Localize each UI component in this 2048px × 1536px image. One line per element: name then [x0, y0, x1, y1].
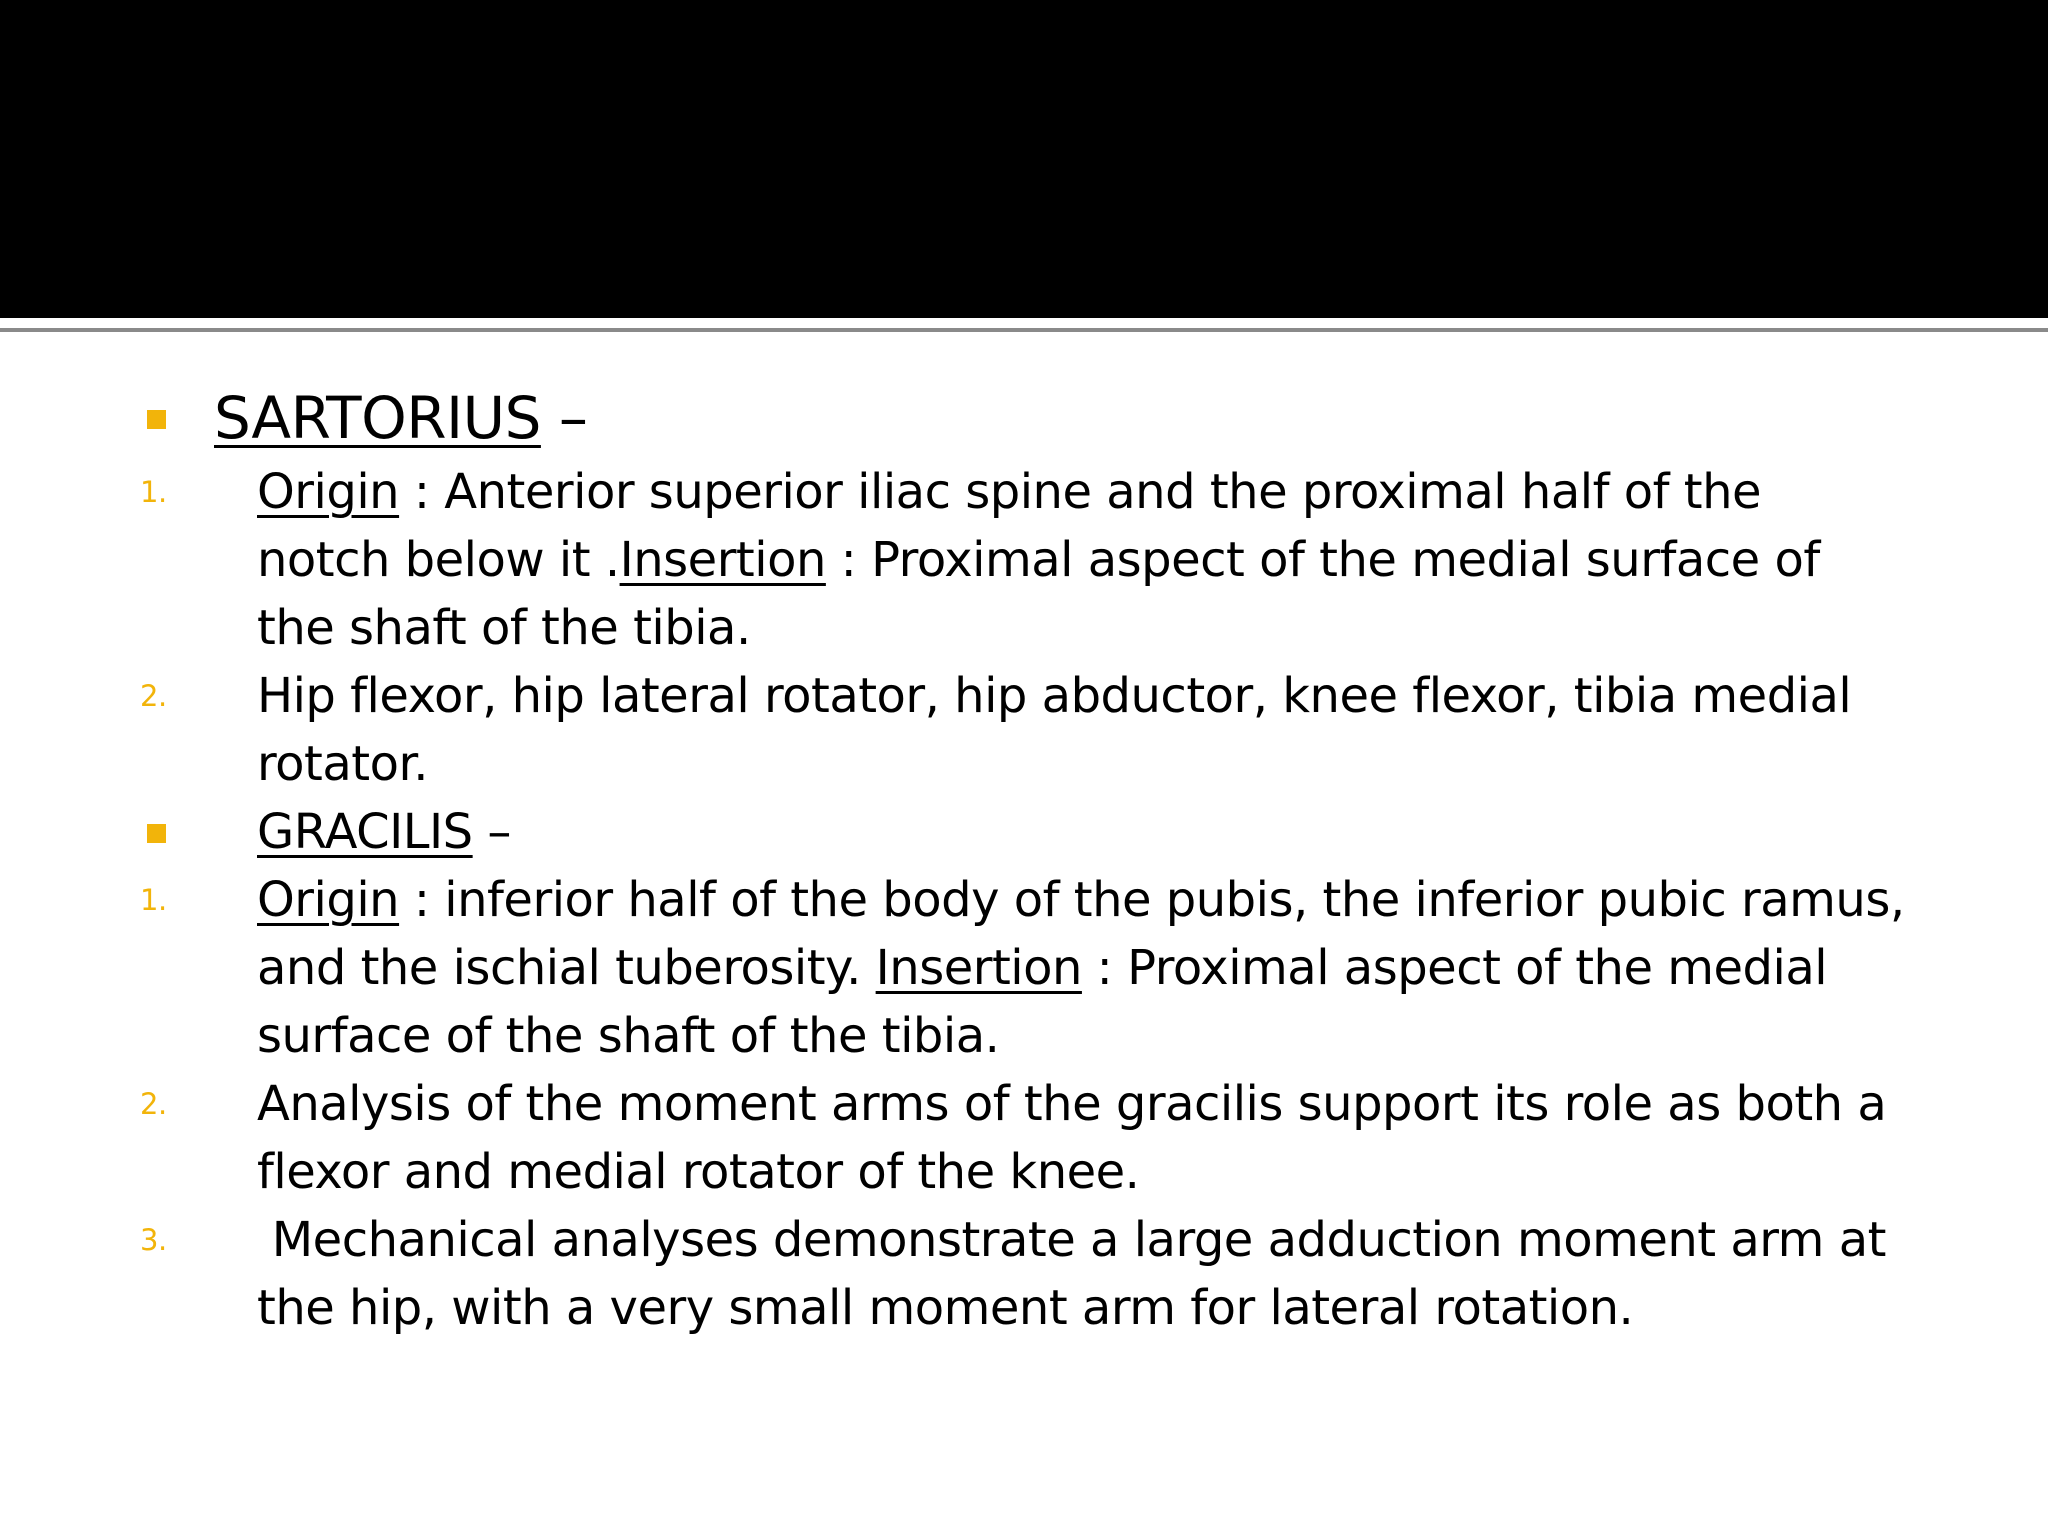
list-item-text: Hip flexor, hip lateral rotator, hip abductor, knee flexor, tibia medial rotator.	[257, 668, 1852, 792]
heading-suffix: –	[540, 384, 588, 452]
list-number: 1.	[140, 883, 167, 917]
section-heading-sartorius	[0, 378, 2048, 458]
list-item	[0, 458, 2048, 662]
heading-suffix: –	[472, 804, 511, 860]
heading-text	[257, 798, 1907, 866]
list-item	[0, 1206, 2048, 1342]
origin-text: : Anterior superior iliac spine and the proximal half of the notch below it .	[257, 464, 1762, 588]
list-item	[0, 866, 2048, 1070]
heading-text	[214, 378, 1864, 458]
origin-label: Origin	[257, 872, 400, 928]
insertion-text: : Proximal aspect of the medial surface of the shaft of the tibia.	[257, 940, 1828, 1064]
list-item-text: Mechanical analyses demonstrate a large adduction moment arm at the hip, with a very small moment arm for lateral rotation.	[257, 1212, 1901, 1336]
square-bullet-icon	[147, 410, 166, 429]
slide-content	[0, 378, 2048, 1342]
origin-text: : inferior half of the body of the pubis, the inferior pubic ramus, and the ischial tuberosity.	[257, 872, 1905, 996]
square-bullet-icon	[147, 824, 166, 843]
insertion-label: Insertion	[875, 940, 1082, 996]
heading-name: GRACILIS	[257, 804, 473, 860]
list-number: 2.	[140, 1087, 167, 1121]
title-divider	[0, 328, 2048, 332]
list-item	[0, 1070, 2048, 1206]
list-item-text: Analysis of the moment arms of the gracilis support its role as both a flexor and medial rotator of the knee.	[257, 1076, 1887, 1200]
list-item-text	[257, 458, 1907, 662]
list-number: 3.	[140, 1223, 167, 1257]
heading-name: SARTORIUS	[214, 384, 541, 452]
origin-label: Origin	[257, 464, 400, 520]
list-number: 2.	[140, 679, 167, 713]
list-number: 1.	[140, 475, 167, 509]
list-item	[0, 662, 2048, 798]
section-heading-gracilis	[0, 798, 2048, 866]
title-bar	[0, 0, 2048, 318]
insertion-label: Insertion	[619, 532, 826, 588]
insertion-text: : Proximal aspect of the medial surface of the shaft of the tibia.	[257, 532, 1820, 656]
list-item-text	[257, 866, 1907, 1070]
